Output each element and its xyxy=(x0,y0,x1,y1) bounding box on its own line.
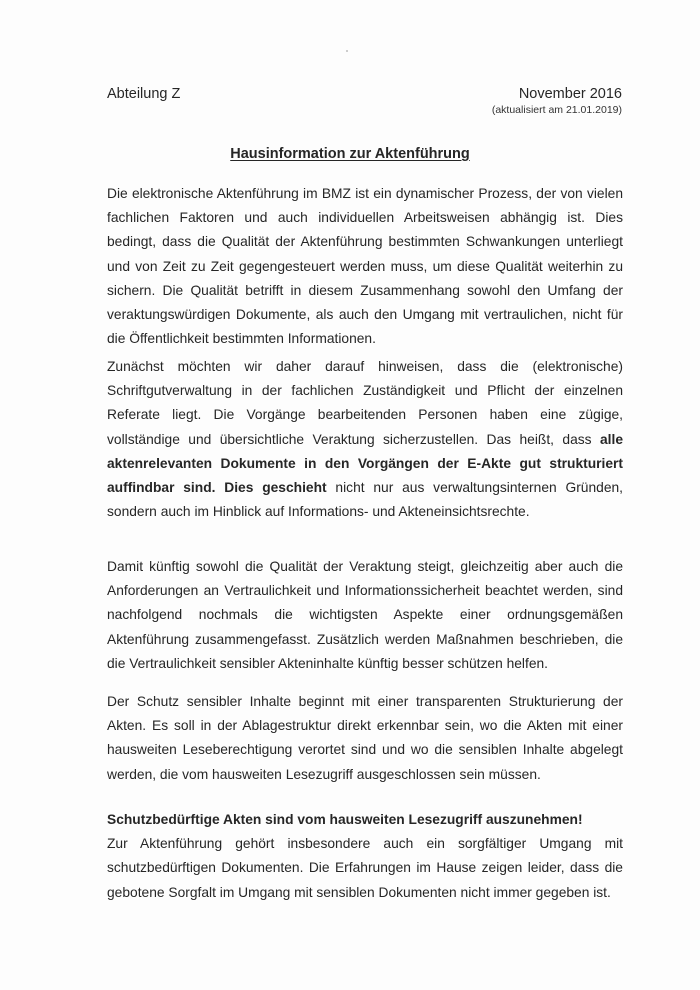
update-note: (aktualisiert am 21.01.2019) xyxy=(491,104,622,116)
paragraph-emphasis: alle aktenrelevanten Dokumente in den Vorgängen der E-Akte gut strukturiert auffindbar sind. Dies geschieht xyxy=(107,431,623,496)
paragraph-intro: Die elektronische Aktenführung im BMZ ist ein dynamischer Prozess, der von vielen fachlichen Faktoren und auch individuellen Arbeitsweisen abhängig ist. Dies bedingt, dass die Qualität der Aktenführung bestimmten Schwankungen unterliegt und von Zeit zu Zeit gegengesteuert werden muss, um diese Qualität weiterhin zu sichern. Die Qualität betrifft in diesem Zusammenhang sowohl den Umfang der veraktungswürdigen Dokumente, als auch den Umgang mit vertraulichen, nicht für die Öffentlichkeit bestimmten Informationen. xyxy=(107,186,623,347)
section-heading: Schutzbedürftige Akten sind vom hausweiten Lesezugriff auszunehmen! xyxy=(107,812,583,827)
paragraph-sensitive xyxy=(107,808,623,905)
department-label: Abteilung Z xyxy=(107,86,181,102)
page-title: Hausinformation zur Aktenführung xyxy=(230,146,470,162)
paragraph-quality: Damit künftig sowohl die Qualität der Veraktung steigt, gleichzeitig aber auch die Anforderungen an Vertraulichkeit und Informationssicherheit beachtet werden, sind nachfolgend nochmals die wichtigsten Aspekte einer ordnungsgemäßen Aktenführung zusammengefasst. Zusätzlich werden Maßnahmen beschrieben, die die Vertraulichkeit sensibler Akteninhalte künftig besser schützen helfen. xyxy=(107,559,623,671)
paragraph-text: Zur Aktenführung gehört insbesondere auch ein sorgfältiger Umgang mit schutzbedürftigen Dokumenten. Die Erfahrungen im Hause zeigen leider, dass die gebotene Sorgfalt im Umgang mit sensiblen Dokumenten nicht immer gegeben ist. xyxy=(107,836,623,900)
scan-speck xyxy=(346,50,348,52)
paragraph-text: Zunächst möchten wir daher darauf hinweisen, dass die (elektronische) Schriftgutverwaltung in der fachlichen Zuständigkeit und Pflicht der einzelnen Referate liegt. Die Vorgänge bearbeitenden Personen haben eine zügige, vollständige und übersichtliche Veraktung sicherzustellen. Das heißt, dass xyxy=(107,359,623,447)
document-date: November 2016 xyxy=(518,86,622,102)
paragraph-text: nicht nur aus verwaltungsinternen Gründen, sondern auch im Hinblick auf Informations- und Akteneinsichtsrechte. xyxy=(107,480,623,520)
paragraph-protection: Der Schutz sensibler Inhalte beginnt mit einer transparenten Strukturierung der Akten. Es soll in der Ablagestruktur direkt erkennbar sein, wo die Akten mit einer hausweiten Leseberechtigung verortet sind und wo die sensiblen Inhalte abgelegt werden, die vom hausweiten Lesezugriff ausgeschlossen sein müssen. xyxy=(107,694,623,782)
paragraph-responsibility xyxy=(107,355,623,524)
